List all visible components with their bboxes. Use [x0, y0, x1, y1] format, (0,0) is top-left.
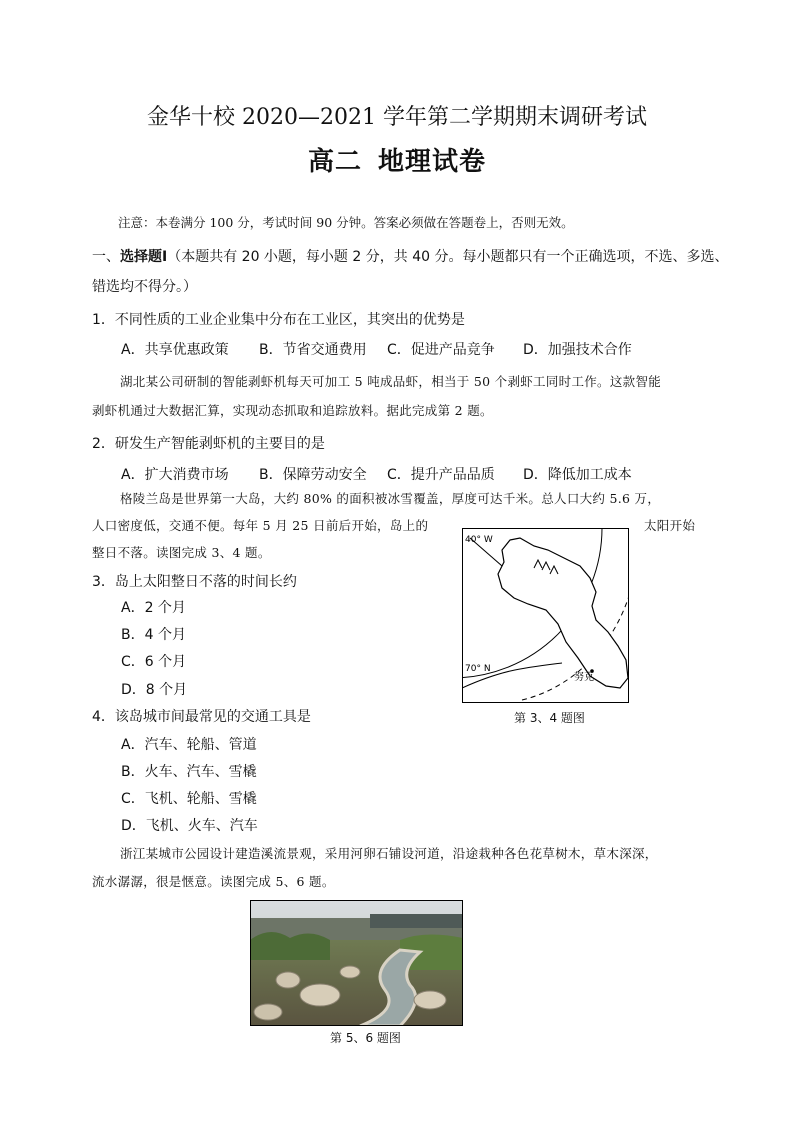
- material-1-line-1: 湖北某公司研制的智能剥虾机每天可加工 5 吨成品虾，相当于 50 个剥虾工同时工作。这款智能: [120, 374, 662, 389]
- label-70n: 70° N: [465, 664, 491, 674]
- material-2-line-2b: 太阳开始: [644, 518, 696, 533]
- label-nuuk: 努克: [574, 672, 594, 683]
- label-40w: 40° W: [465, 535, 493, 545]
- material-1-line-2: 剥虾机通过大数据汇算，实现动态抓取和追踪放料。据此完成第 2 题。: [92, 403, 493, 418]
- q1-option-a: A．共享优惠政策: [121, 342, 229, 358]
- photo-caption: 第 5、6 题图: [330, 1031, 401, 1045]
- material-2-line-2a: 人口密度低，交通不便。每年 5 月 25 日前后开始，岛上的: [92, 518, 429, 533]
- greenland-map: [462, 528, 629, 703]
- photo-rock-4: [414, 991, 446, 1009]
- q2-option-d: D．降低加工成本: [523, 467, 632, 483]
- question-1-stem: 1．不同性质的工业企业集中分布在工业区，其突出的优势是: [92, 312, 465, 328]
- q3-option-a: A．2 个月: [121, 600, 186, 616]
- question-4-stem: 4．该岛城市间最常见的交通工具是: [92, 709, 311, 725]
- exam-title: 金华十校 2020—2021 学年第二学期期末调研考试: [147, 105, 647, 130]
- q2-option-c: C．提升产品品质: [387, 467, 495, 483]
- park-stream-photo-svg: [250, 900, 463, 1026]
- material-2-line-3: 整日不落。读图完成 3、4 题。: [92, 545, 271, 560]
- section-desc-cont: 错选均不得分。）: [92, 279, 197, 295]
- exam-notice: 注意：本卷满分 100 分，考试时间 90 分钟。答案必须做在答题卷上，否则无效。: [118, 215, 574, 230]
- section-desc: （本题共有 20 小题，每小题 2 分，共 40 分。每小题都只有一个正确选项，不选、多选、: [167, 249, 729, 265]
- q3-option-c: C．6 个月: [121, 654, 187, 670]
- q4-option-c: C．飞机、轮船、雪橇: [121, 791, 257, 807]
- section-name: 选择题Ⅰ: [120, 249, 168, 265]
- material-3-line-1: 浙江某城市公园设计建造溪流景观，采用河卵石铺设河道，沿途栽种各色花草树木，草木深深，: [120, 846, 658, 861]
- question-3-stem: 3．岛上太阳整日不落的时间长约: [92, 574, 297, 590]
- material-3-line-2: 流水潺潺，很是惬意。读图完成 5、6 题。: [92, 874, 335, 889]
- photo-rock-3: [340, 966, 360, 978]
- q1-option-b: B．节省交通费用: [259, 342, 367, 358]
- park-stream-photo: [250, 900, 463, 1026]
- q2-option-a: A．扩大消费市场: [121, 467, 229, 483]
- q1-option-d: D．加强技术合作: [523, 342, 632, 358]
- q4-option-a: A．汽车、轮船、管道: [121, 737, 257, 753]
- section-number: 一、: [92, 249, 120, 265]
- q4-option-d: D．飞机、火车、汽车: [121, 818, 258, 834]
- photo-rock-5: [254, 1004, 282, 1020]
- q2-option-b: B．保障劳动安全: [259, 467, 367, 483]
- q1-option-c: C．促进产品竞争: [387, 342, 495, 358]
- photo-rock-2: [276, 972, 300, 988]
- subject-label: 地理试卷: [378, 147, 487, 177]
- question-2-stem: 2．研发生产智能剥虾机的主要目的是: [92, 436, 325, 452]
- grade-label: 高二: [307, 147, 362, 177]
- section-heading: [92, 247, 728, 267]
- exam-subtitle: [0, 146, 794, 178]
- material-2-line-1: 格陵兰岛是世界第一大岛，大约 80% 的面积被冰雪覆盖，厚度可达千米。总人口大约 5.6 万，: [120, 491, 661, 506]
- q3-option-b: B．4 个月: [121, 627, 186, 643]
- greenland-map-svg: [462, 528, 629, 703]
- photo-bridge: [370, 914, 463, 928]
- q4-option-b: B．火车、汽车、雪橇: [121, 764, 257, 780]
- q3-option-d: D．8 个月: [121, 682, 188, 698]
- map-caption: 第 3、4 题图: [514, 711, 585, 725]
- photo-rock-1: [300, 984, 340, 1006]
